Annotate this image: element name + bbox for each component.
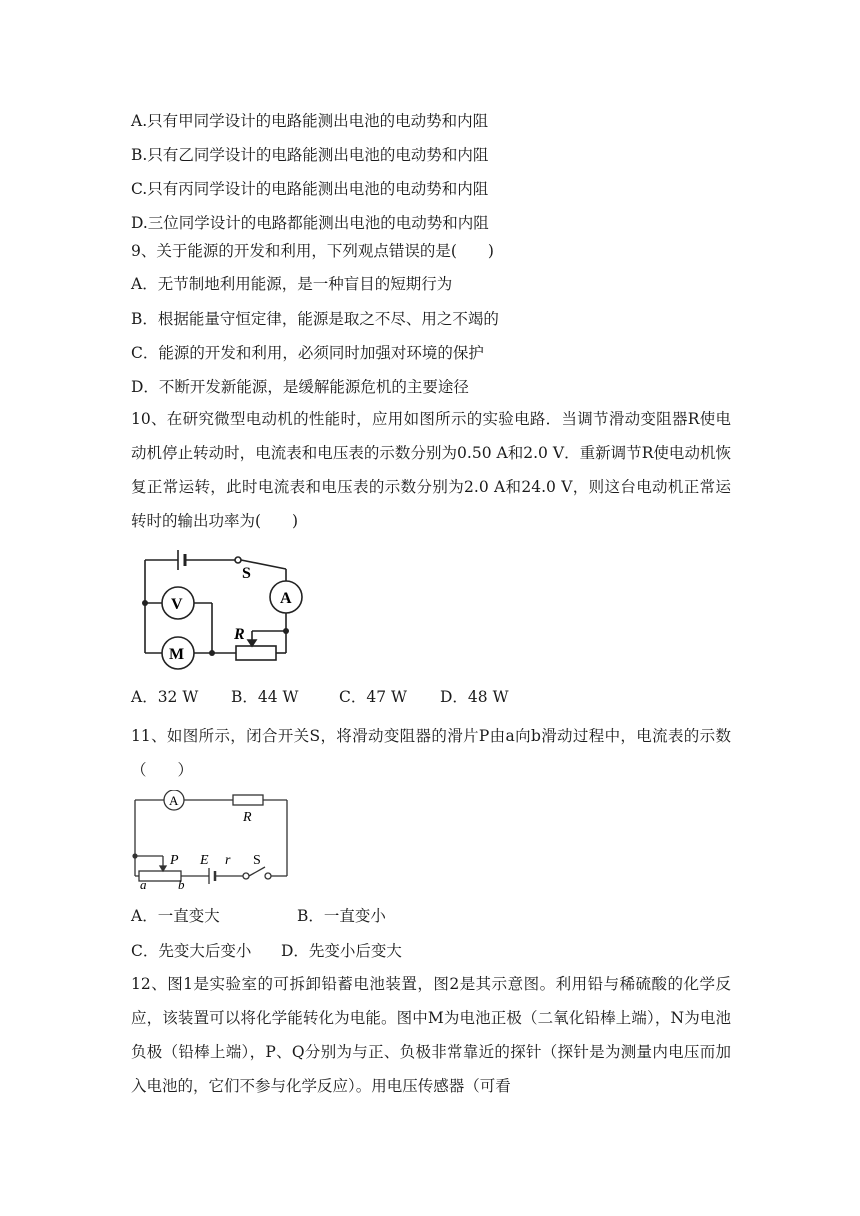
q11-stem: 11、如图所示，闭合开关S，将滑动变阻器的滑片P由a向b滑动过程中，电流表的示数（ ） xyxy=(131,727,731,779)
q8-option-a: A.只有甲同学设计的电路能测出电池的电动势和内阻 xyxy=(131,112,489,130)
internal-resistance-label: r xyxy=(225,853,231,868)
q10-stem: 10、在研究微型电动机的性能时，应用如图所示的实验电路．当调节滑动变阻器R使电动机停止转动时，电流表和电压表的示数分别为0.50 A和2.0 V．重新调节R使电动机恢复正常运转，此时电流表和电压表的示数分别为2.0 A和24.0 V，则这台电动机正常运转时的输出功率为( ) xyxy=(131,410,731,530)
switch-blade xyxy=(249,867,265,876)
motor-label: M xyxy=(169,646,185,663)
switch-contact xyxy=(235,557,241,563)
q10-option-c: C．47 W xyxy=(339,688,407,706)
q11-option-d: D．先变小后变大 xyxy=(281,942,402,960)
slider-label: P xyxy=(170,853,179,868)
switch-label: S xyxy=(253,853,261,868)
q10-circuit-diagram xyxy=(130,545,320,673)
emf-label: E xyxy=(200,853,209,868)
switch-label: S xyxy=(242,565,251,582)
rheostat xyxy=(236,646,276,660)
q8-option-c: C.只有丙同学设计的电路能测出电池的电动势和内阻 xyxy=(131,180,489,198)
q11-option-c: C．先变大后变小 xyxy=(131,942,252,960)
resistor-label: R xyxy=(243,810,252,825)
q10-option-b: B．44 W xyxy=(231,688,299,706)
q10-option-d: D．48 W xyxy=(440,688,509,706)
q8-option-d: D.三位同学设计的电路都能测出电池的电动势和内阻 xyxy=(131,214,489,232)
end-b-label: b xyxy=(178,877,185,890)
fixed-resistor xyxy=(233,795,263,805)
q9-option-b: B．根据能量守恒定律，能源是取之不尽、用之不竭的 xyxy=(131,310,499,328)
q11-option-b: B．一直变小 xyxy=(297,907,386,925)
q10-option-a: A．32 W xyxy=(131,688,199,706)
voltmeter-label: V xyxy=(171,596,183,613)
q9-option-d: D．不断开发新能源，是缓解能源危机的主要途径 xyxy=(131,378,469,396)
q11-option-a: A．一直变大 xyxy=(131,907,220,925)
q11-circuit-diagram xyxy=(125,790,300,890)
q9-option-a: A．无节制地利用能源，是一种盲目的短期行为 xyxy=(131,275,453,293)
ammeter-label: A xyxy=(280,590,292,607)
q11-options-row1 xyxy=(131,905,386,927)
slider-arrow xyxy=(248,640,256,646)
q8-option-b: B.只有乙同学设计的电路能测出电池的电动势和内阻 xyxy=(131,146,489,164)
q9-option-c: C．能源的开发和利用，必须同时加强对环境的保护 xyxy=(131,344,484,362)
q9-stem: 9、关于能源的开发和利用，下列观点错误的是( ) xyxy=(131,242,494,260)
q11-options-row2 xyxy=(131,940,402,962)
end-a-label: a xyxy=(140,877,147,890)
ammeter-label: A xyxy=(169,793,179,808)
q12-stem: 12、图1是实验室的可拆卸铅蓄电池装置，图2是其示意图。利用铅与稀硫酸的化学反应，该装置可以将化学能转化为电能。图中M为电池正极（二氧化铅棒上端），N为电池负极（铅棒上端），P、Q分别为与正、负极非常靠近的探针（探针是为测量内电压而加入电池的，它们不参与化学反应）。用电压传感器（可看 xyxy=(131,975,731,1095)
resistor-label: R xyxy=(234,626,245,643)
q10-options xyxy=(131,686,509,708)
